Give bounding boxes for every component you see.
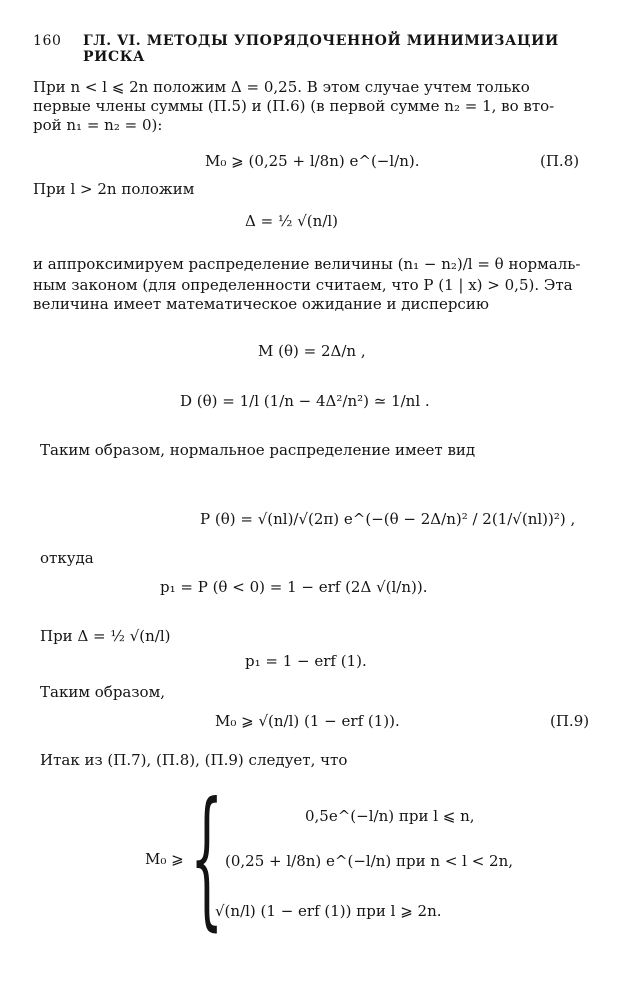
paragraph-line: Таким образом, xyxy=(40,683,166,701)
system-case-2: (0,25 + l/8n) e^(−l/n) при n < l < 2n, xyxy=(225,852,514,870)
paragraph-line: Итак из (П.7), (П.8), (П.9) следует, что xyxy=(40,751,348,769)
equation-tag: (П.9) xyxy=(550,712,590,730)
equation-p8: M₀ ⩾ (0,25 + l/8n) e^(−l/n). xyxy=(205,152,420,170)
page-number: 160 xyxy=(33,33,62,49)
system-lhs: M₀ ⩾ xyxy=(145,850,184,868)
paragraph-line: рой n₁ = n₂ = 0): xyxy=(33,116,163,134)
equation-tag: (П.8) xyxy=(540,152,580,170)
system-case-3: √(n/l) (1 − erf (1)) при l ⩾ 2n. xyxy=(215,902,442,920)
equation-density: P (θ) = √(nl)/√(2π) e^(−(θ − 2Δ/n)² / 2(1/√(nl))²) , xyxy=(200,510,576,528)
chapter-title: ГЛ. VI. МЕТОДЫ УПОРЯДОЧЕННОЙ МИНИМИЗАЦИИ РИСКА xyxy=(83,33,559,65)
paragraph-line: величина имеет математическое ожидание и дисперсию xyxy=(33,295,489,313)
paragraph-line: При l > 2n положим xyxy=(33,180,195,198)
left-brace: { xyxy=(190,771,224,945)
equation-mean: M (θ) = 2Δ/n , xyxy=(258,342,366,360)
paragraph-line: ным законом (для определенности считаем, что P (1 | x) > 0,5). Эта xyxy=(33,276,573,294)
paragraph-line: откуда xyxy=(40,549,94,567)
paragraph-line: Таким образом, нормальное распределение имеет вид xyxy=(40,441,476,459)
equation-p1-value: p₁ = 1 − erf (1). xyxy=(245,652,367,670)
equation-variance: D (θ) = 1/l (1/n − 4Δ²/n²) ≃ 1/nl . xyxy=(180,392,430,410)
paragraph-line: первые члены суммы (П.5) и (П.6) (в первой сумме n₂ = 1, во вто- xyxy=(33,97,555,115)
paragraph-line: При Δ = ½ √(n/l) xyxy=(40,627,171,645)
equation-p9: M₀ ⩾ √(n/l) (1 − erf (1)). xyxy=(215,712,400,730)
paragraph-line: При n < l ⩽ 2n положим Δ = 0,25. В этом случае учтем только xyxy=(33,78,530,96)
system-case-1: 0,5e^(−l/n) при l ⩽ n, xyxy=(305,807,475,825)
equation-p1: p₁ = P (θ < 0) = 1 − erf (2Δ √(l/n)). xyxy=(160,578,428,596)
equation-delta: Δ = ½ √(n/l) xyxy=(245,212,339,230)
paragraph-line: и аппроксимируем распределение величины (n₁ − n₂)/l = θ нормаль- xyxy=(33,255,581,273)
